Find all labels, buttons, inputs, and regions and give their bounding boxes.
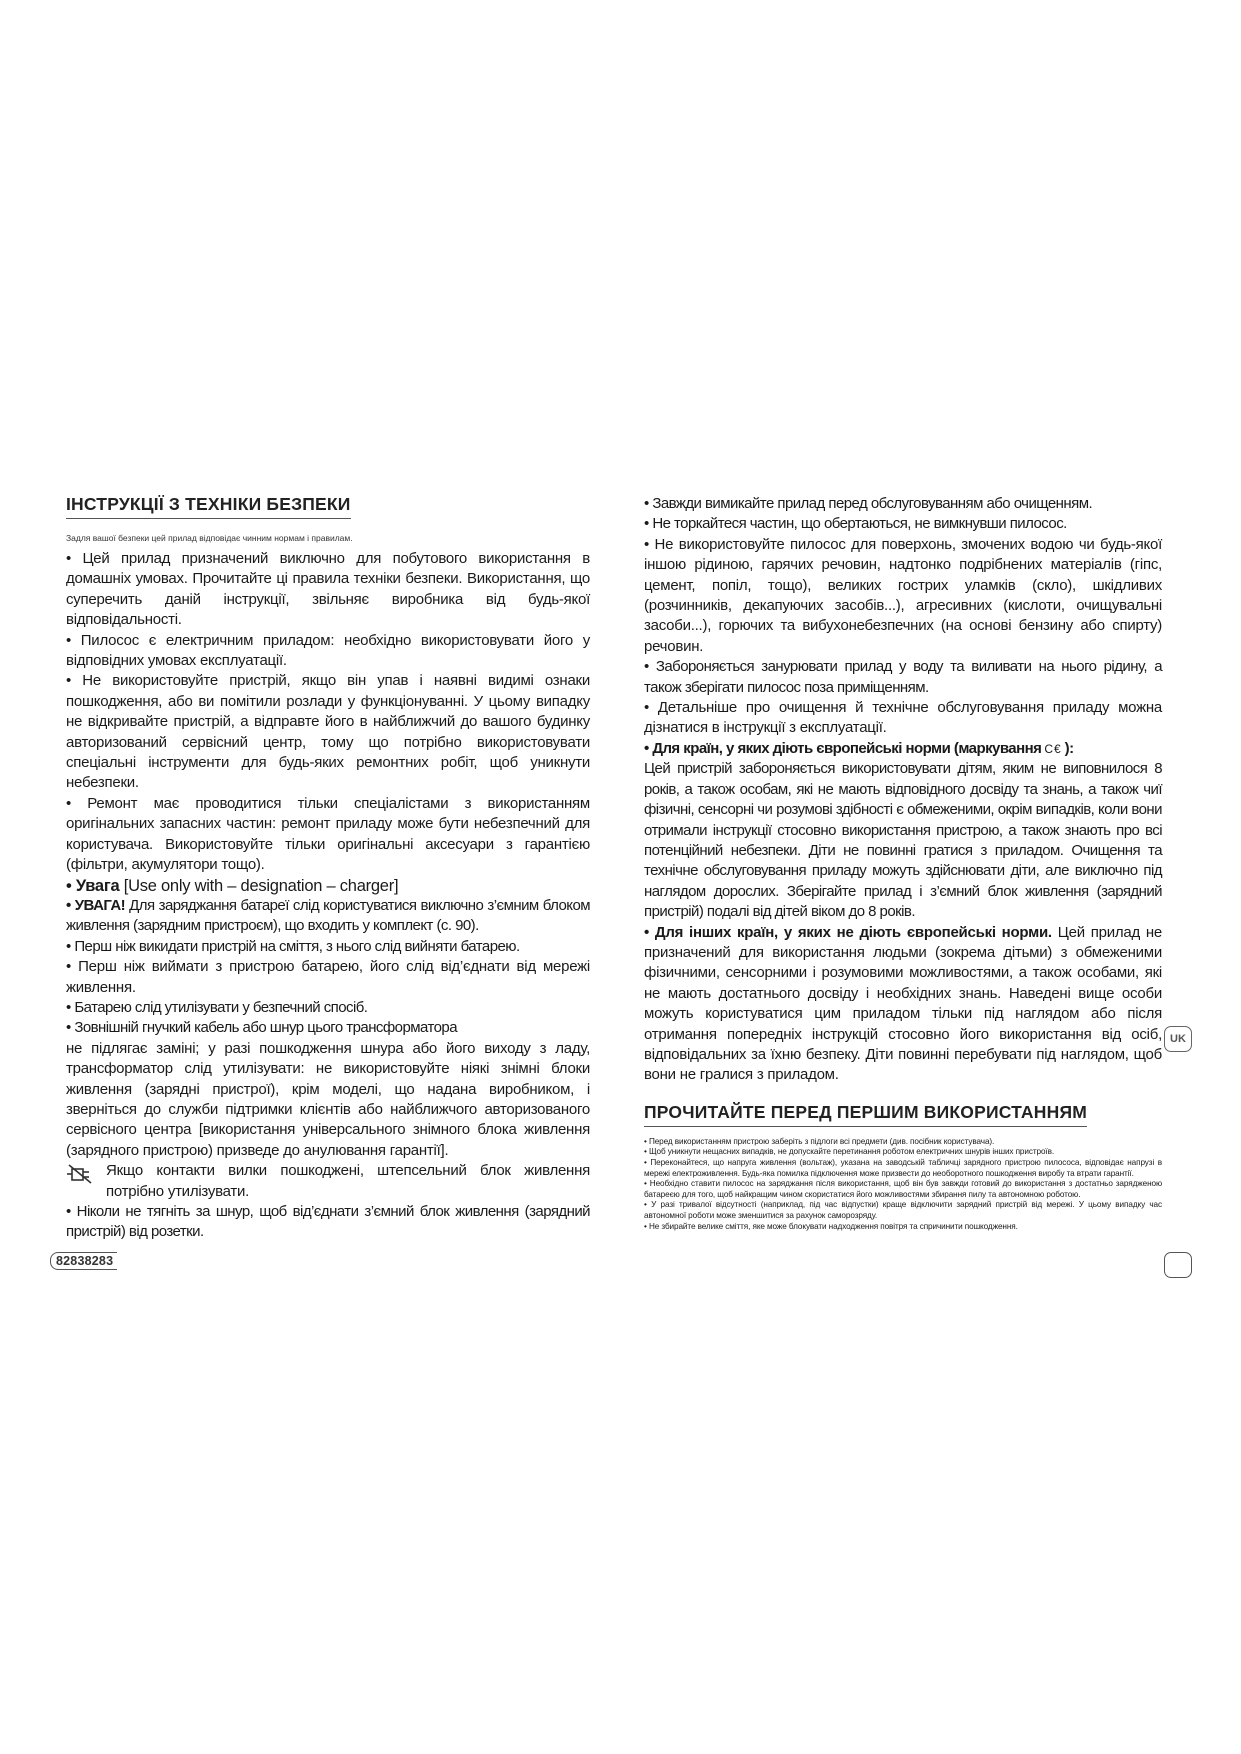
first-use-item-5: • У разі тривалої відсутності (наприклад, під час відпустки) краще відключити зарядний пристрій від мережі. У цьому випадку час автономної роботи може зменшитися за рахунок саморозряду. (644, 1200, 1162, 1220)
safety-item-2: • Пилосос є електричним приладом: необхідно використовувати його у відповідних умовах експлуатації. (66, 631, 590, 670)
left-column (66, 494, 590, 1243)
first-use-list (644, 1137, 1162, 1232)
safety-item-7: • Перш ніж викидати пристрій на сміття, з нього слід вийняти батарею. (66, 937, 520, 955)
safety-item-r4: • Забороняється занурювати прилад у воду та виливати на нього рідину, а також зберігати пилосос поза приміщенням. (644, 658, 1162, 696)
safety-item-13: • Ніколи не тягніть за шнур, щоб від’єднати з’ємний блок живлення (зарядний пристрій) від розетки. (66, 1203, 590, 1241)
safety-item-r2: • Не торкайтеся частин, що обертаються, не вимкнувши пилосос. (644, 515, 1067, 533)
safety-item-8: • Перш ніж виймати з пристрою батарею, його слід від’єднати від мережі живлення. (66, 958, 590, 996)
safety-item-1: • Цей прилад призначений виключно для побутового використання в домашніх умовах. Прочитайте ці правила техніки безпеки. Використання, що суперечить даній інструкції, звільняє виробника від будь-якої відповідальності. (66, 550, 590, 629)
safety-item-r3: • Не використовуйте пилосос для поверхонь, змочених водою чи будь-якої іншою рідиною, гарячих речовин, надтонко подрібнених матеріалів (гіпс, цемент, попіл, тощо), великих гострих уламків (скло), шкідливих (розчинників, декапуючих засобів...), агресивних (кислоти, очищувальні засоби...), горючих та вибухонебезпечних (на основі бензину або спирту) речовин. (644, 535, 1162, 655)
safety-item-11: не підлягає заміні; у разі пошкодження шнура або його виходу з ладу, трансформатор слід утилізувати: не використовуйте ніякі знімні блоки живлення (зарядні пристрої), крім моделі, що надана виробником, і зверніться до служби підтримки клієнтів або найближчого авторизованого сервісного центра [використання універсального знімного блока живлення (зарядного пристрою) призведе до анулювання гарантії]. (66, 1039, 590, 1159)
safety-item-6 (66, 896, 590, 937)
no-plug-icon (66, 1162, 94, 1186)
safety-item-9: • Батарею слід утилізувати у безпечний спосіб. (66, 998, 368, 1016)
safety-item-3: • Не використовуйте пристрій, якщо він упав і наявні видимі ознаки пошкодження, або ви помітили розлади у функціонуванні. У цьому випадку не відкривайте пристрій, а відправте його в найближчий до вашого будинку авторизований сервісний центр, тому що потрібно використовувати спеціальні інструменти для будь-яких ремонтних робіт, щоб уникнути небезпеки. (66, 672, 590, 792)
safety-subnote: Задля вашої безпеки цей прилад відповідає чинним нормам і правилам. (66, 533, 353, 543)
eu-norms-tail: ): (1064, 739, 1074, 757)
eu-norms-item (644, 739, 1162, 923)
damaged-plug-text: Якщо контакти вилки пошкоджені, штепсельний блок живлення потрібно утилізувати. (106, 1162, 590, 1200)
safety-item-r5: • Детальніше про очищення й технічне обслуговування приладу можна дізнатися в інструкції з експлуатації. (644, 699, 1162, 737)
caution-text: Для заряджання батареї слід користуватися виключно з’ємним блоком живлення (зарядним пристроєм), що входить у комплект (с. 90). (66, 896, 590, 935)
caution-label: • УВАГА! (66, 896, 126, 914)
safety-item-5 (66, 876, 590, 896)
eu-norms-label: • Для країн, у яких діють європейські норми (маркування (644, 739, 1042, 757)
first-use-heading: ПРОЧИТАЙТЕ ПЕРЕД ПЕРШИМ ВИКОРИСТАННЯМ (644, 1102, 1087, 1127)
eu-norms-text: Цей пристрій забороняється використовувати дітям, яким не виповнилося 8 років, а також особам, які не мають відповідного досвіду та знань, а також чиї фізичні, сенсорні чи розумові здібності є обмеженими, окрім випадків, коли вони отримали інструкції стосовно використання пристрою, а також знають про всі потенційний небезпеки. Діти не повинні гратися з приладом. Очищення та технічне обслуговування приладу можуть здійснювати діти, але виключно під наглядом дорослих. Зберігайте прилад і з’ємний блок живлення (зарядний пристрій) подалі від дітей віком до 8 років. (644, 760, 1162, 921)
safety-item-r1: • Завжди вимикайте прилад перед обслуговуванням або очищенням. (644, 495, 1093, 512)
first-use-item-2: • Щоб уникнути нещасних випадків, не допускайте перетинання роботом електричних шнурів інших пристроїв. (644, 1147, 1055, 1157)
page-number-box (1164, 1252, 1192, 1278)
damaged-plug-note (66, 1161, 590, 1202)
ce-mark-icon: C€ (1044, 741, 1062, 756)
first-use-item-3: • Переконайтеся, що напруга живлення (вольтаж), указана на заводській табличці зарядного пристрою пилососа, відповідає напрузі в мережі електроживлення. Будь-яка помилка підключення може призвести до необоротного пошкодження виробу та втрати гарантії. (644, 1157, 1162, 1178)
right-column (644, 494, 1162, 1232)
non-eu-label: • Для інших країн, у яких не діють європейські норми. (644, 923, 1052, 941)
safety-heading: ІНСТРУКЦІЇ З ТЕХНІКИ БЕЗПЕКИ (66, 494, 351, 519)
document-code: 82838283 (50, 1252, 117, 1270)
non-eu-text: Цей прилад не призначений для використання людьми (зокрема дітьми) з обмеженими фізичними, сенсорними і розумовими можливостями, а також особами, які не мають достатнього досвіду і необхідних знань. Наведені вище особи можуть користуватися цим приладом тільки під наглядом або після отримання попередніх інструкцій стосовно його використання від осіб, відповідальних за їхню безпеку. Діти повинні перебувати під наглядом, щоб вони не гралися з приладом. (644, 923, 1162, 1084)
warning-text: [Use only with – designation – charger] (119, 876, 399, 895)
first-use-item-4: • Необхідно ставити пилосос на заряджання після використання, щоб він був завжди готовий до використання з достатньо зарядженою батареєю для того, щоб найкращим чином скористатися його можливостями збирання пилу та автономною роботою. (644, 1179, 1162, 1199)
first-use-item-6: • Не збирайте велике сміття, яке може блокувати надходження повітря та спричинити пошкодження. (644, 1221, 1018, 1231)
first-use-item-1: • Перед використанням пристрою заберіть з підлоги всі предмети (див. посібник користувача). (644, 1136, 995, 1146)
safety-item-10: • Зовнішній гнучкий кабель або шнур цього трансформатора (66, 1019, 458, 1037)
language-badge: UK (1164, 1026, 1192, 1052)
safety-item-4: • Ремонт має проводитися тільки спеціалістами з використанням оригінальних запасних частин: ремонт приладу може бути небезпечний для користувача. Використовуйте тільки оригінальні аксесуари з гарантією (фільтри, акумулятори тощо). (66, 794, 590, 874)
non-eu-item (644, 923, 1162, 1086)
warning-label: • Увага (66, 876, 120, 895)
